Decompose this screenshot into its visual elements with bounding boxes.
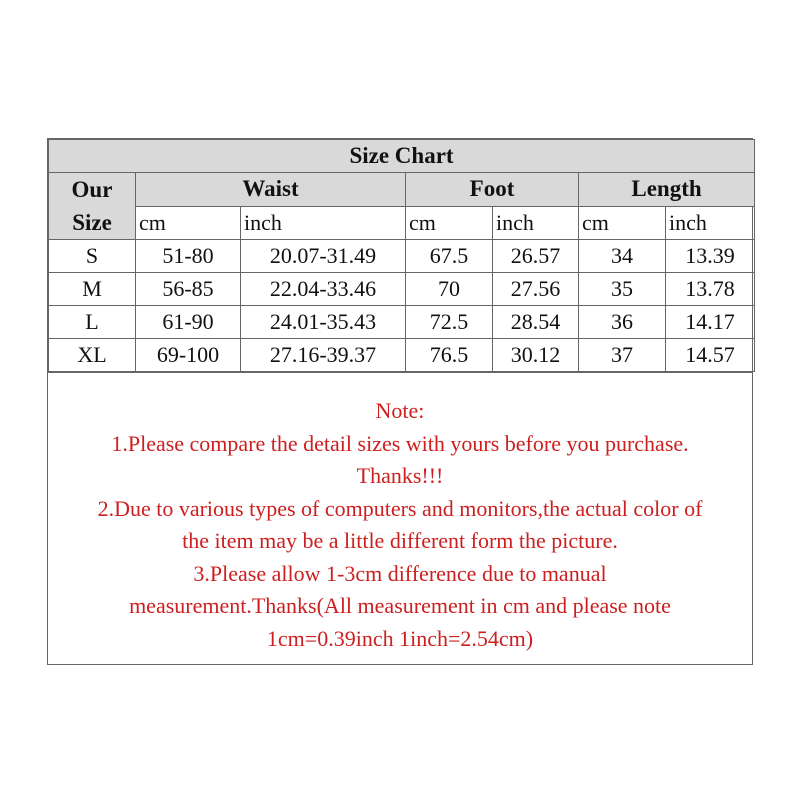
- chart-title: Size Chart: [49, 140, 755, 173]
- unit-cell: cm: [136, 206, 241, 240]
- value-cell: 24.01-35.43: [241, 306, 406, 339]
- value-cell: 51-80: [136, 240, 241, 273]
- size-chart: [47, 138, 753, 665]
- unit-cell: inch: [666, 206, 755, 240]
- size-cell: M: [49, 273, 136, 306]
- value-cell: 27.16-39.37: [241, 339, 406, 372]
- length-header: Length: [579, 173, 755, 207]
- table-row: [49, 306, 755, 339]
- foot-header: Foot: [406, 173, 579, 207]
- value-cell: 37: [579, 339, 666, 372]
- waist-header: Waist: [136, 173, 406, 207]
- note-line: the item may be a little different form the picture.: [182, 528, 618, 553]
- value-cell: 13.78: [666, 273, 755, 306]
- value-cell: 27.56: [493, 273, 579, 306]
- value-cell: 22.04-33.46: [241, 273, 406, 306]
- size-label: Size: [72, 210, 112, 235]
- value-cell: 14.17: [666, 306, 755, 339]
- value-cell: 20.07-31.49: [241, 240, 406, 273]
- unit-cell: cm: [579, 206, 666, 240]
- our-size-header: [49, 173, 136, 240]
- title-row: [49, 140, 755, 173]
- value-cell: 34: [579, 240, 666, 273]
- note-line: 1.Please compare the detail sizes with yours before you purchase.: [111, 430, 689, 456]
- notes-section: [48, 372, 752, 664]
- size-cell: S: [49, 240, 136, 273]
- value-cell: 61-90: [136, 306, 241, 339]
- unit-header-row: [49, 206, 755, 240]
- note-line: 3.Please allow 1-3cm difference due to manual: [193, 560, 607, 586]
- table-row: [49, 240, 755, 273]
- size-cell: L: [49, 306, 136, 339]
- size-cell: XL: [49, 339, 136, 372]
- group-header-row: [49, 173, 755, 207]
- our-label: Our: [71, 177, 113, 202]
- note-line: measurement.Thanks(All measurement in cm and please note: [129, 593, 671, 618]
- value-cell: 14.57: [666, 339, 755, 372]
- unit-cell: inch: [241, 206, 406, 240]
- value-cell: 28.54: [493, 306, 579, 339]
- note-heading: Note:: [375, 398, 425, 423]
- value-cell: 69-100: [136, 339, 241, 372]
- value-cell: 35: [579, 273, 666, 306]
- value-cell: 72.5: [406, 306, 493, 339]
- value-cell: 67.5: [406, 240, 493, 273]
- note-line: 2.Due to various types of computers and monitors,the actual color of: [97, 495, 703, 521]
- value-cell: 13.39: [666, 240, 755, 273]
- unit-cell: inch: [493, 206, 579, 240]
- value-cell: 76.5: [406, 339, 493, 372]
- table-row: [49, 273, 755, 306]
- size-table: [48, 139, 755, 372]
- value-cell: 56-85: [136, 273, 241, 306]
- note-line: 1cm=0.39inch 1inch=2.54cm): [266, 625, 534, 651]
- value-cell: 30.12: [493, 339, 579, 372]
- note-line: Thanks!!!: [356, 463, 444, 488]
- value-cell: 36: [579, 306, 666, 339]
- value-cell: 26.57: [493, 240, 579, 273]
- unit-cell: cm: [406, 206, 493, 240]
- table-row: [49, 339, 755, 372]
- value-cell: 70: [406, 273, 493, 306]
